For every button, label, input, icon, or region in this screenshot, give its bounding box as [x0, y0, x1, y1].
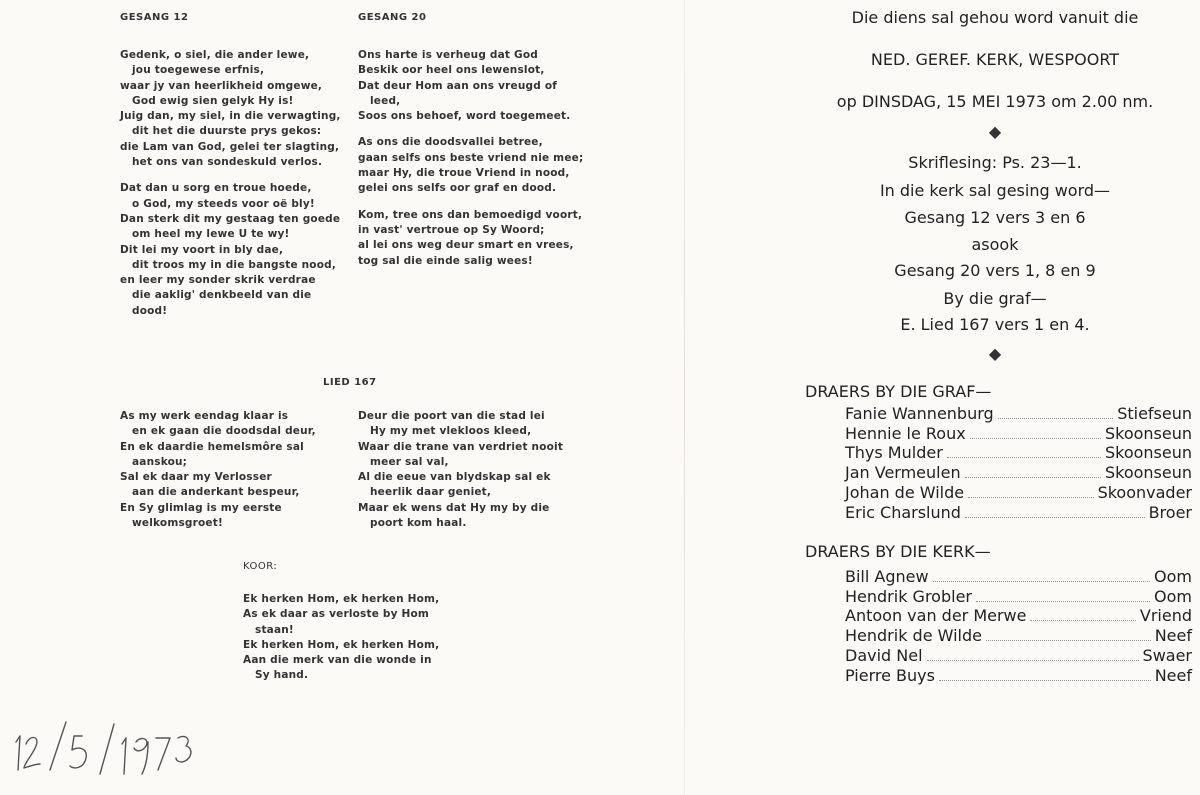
verse-line: En ek daardie hemelsmôre sal [120, 440, 304, 453]
verse-line: tog sal die einde salig wees! [358, 254, 533, 267]
verse-line: Sal ek daar my Verlosser [120, 471, 272, 484]
service-date: op DINSDAG, 15 MEI 1973 om 2.00 nm. [836, 92, 1154, 111]
bearer-name: Thys Mulder [845, 443, 943, 463]
leader-dots [927, 649, 1139, 661]
leader-dots [939, 669, 1151, 681]
verse-line: waar jy van heerlikheid omgewe, [120, 79, 323, 92]
verse-line: dood! [132, 304, 168, 317]
verse-line: al lei ons weg deur smart en vrees, [358, 239, 574, 252]
verse-line: As ek daar as verloste by Hom [243, 608, 430, 621]
bearers-grave-list [845, 404, 1192, 522]
verse-line: Ons harte is verheug dat God [358, 49, 538, 61]
bearer-relation: Skoonvader [1097, 482, 1192, 502]
gesang-12-text [120, 48, 341, 319]
bearer-name: David Nel [845, 645, 923, 665]
verse-spacer [120, 170, 341, 181]
diamond-ornament: ◆ [988, 344, 1002, 363]
bearer-name: Hennie le Roux [845, 423, 966, 443]
bearer-relation: Skoonseun [1104, 443, 1192, 463]
lied-167-right-text [358, 409, 563, 531]
verse-line: maar Hy, die troue Vriend in nood, [358, 167, 570, 180]
verse-line: Dat deur Hom aan ons vreugd of [358, 79, 558, 92]
bearer-relation: Skoonseun [1104, 423, 1192, 443]
leader-dots [998, 407, 1114, 419]
verse-line: God ewig sien gelyk Hy is! [132, 94, 294, 107]
verse-line: Ek herken Hom, ek herken Hom, [243, 593, 440, 605]
verse-line: As ons die doodsvallei betree, [358, 136, 543, 149]
leader-dots [933, 570, 1150, 582]
leader-dots [976, 590, 1150, 602]
leader-dots [965, 506, 1145, 518]
bearer-row [845, 646, 1192, 666]
bearer-row [845, 404, 1192, 424]
bearer-name: Jan Vermeulen [845, 463, 961, 483]
diamond-ornament: ◆ [988, 122, 1002, 141]
verse-line: As my werk eendag klaar is [120, 410, 289, 422]
bearer-name: Johan de Wilde [845, 482, 965, 502]
verse-line: Waar die trane van verdriet nooit [358, 440, 564, 453]
koor-text [243, 592, 439, 684]
bearer-name: Fanie Wannenburg [845, 404, 994, 423]
bearer-relation: Vriend [1139, 606, 1192, 626]
bearer-relation: Oom [1154, 586, 1192, 606]
lied-167-left-text [120, 409, 316, 531]
gesang-20-title: GESANG 20 [358, 12, 427, 23]
leader-dots [965, 466, 1101, 478]
verse-line: staan! [255, 623, 294, 636]
verse-line: Kom, tree ons dan bemoedigd voort, [358, 208, 583, 221]
bearer-relation: Swaer [1142, 645, 1192, 665]
verse-line: het ons van sondeskuld verlos. [132, 156, 323, 169]
bearer-name: Pierre Buys [845, 665, 935, 685]
leader-dots [986, 629, 1151, 641]
bearer-row [845, 567, 1192, 587]
bearer-relation: Broer [1148, 502, 1192, 522]
verse-line: En Sy glimlag is my eerste [120, 501, 282, 514]
verse-line: Beskik oor heel ons lewenslot, [358, 64, 545, 77]
leader-dots [968, 486, 1093, 498]
singing-intro: In die kerk sal gesing word— [879, 181, 1111, 200]
bearer-row [845, 606, 1192, 626]
verse-line: Juig dan, my siel, in die verwagting, [120, 110, 341, 123]
bearer-name: Hendrik de Wilde [845, 626, 982, 646]
church-name: NED. GEREF. KERK, WESPOORT [870, 50, 1120, 69]
bearer-row [845, 483, 1192, 503]
bearer-name: Antoon van der Merwe [845, 606, 1027, 626]
bearer-row [845, 587, 1192, 607]
verse-line: poort kom haal. [370, 517, 467, 530]
hymn-2: Gesang 20 vers 1, 8 en 9 [894, 261, 1096, 280]
verse-line: Gedenk, o siel, die ander lewe, [120, 49, 310, 61]
bearer-name: Eric Charslund [845, 502, 961, 522]
leader-dots [970, 427, 1101, 439]
bearer-name: Hendrik Grobler [845, 586, 972, 606]
bearer-relation: Oom [1154, 567, 1192, 586]
bearer-name: Bill Agnew [845, 567, 929, 586]
koor-title: KOOR: [243, 561, 278, 572]
gesang-20-text [358, 48, 583, 269]
verse-line: en ek gaan die doodsdal deur, [132, 425, 316, 438]
verse-spacer [358, 197, 583, 208]
bearer-row [845, 463, 1192, 483]
bearer-relation: Neef [1154, 665, 1192, 685]
leader-dots [1030, 609, 1135, 621]
verse-line: Dan sterk dit my gestaag ten goede [120, 212, 341, 225]
verse-line: Maar ek wens dat Hy my by die [358, 501, 550, 514]
grave-intro: By die graf— [943, 289, 1047, 308]
verse-line: Ek herken Hom, ek herken Hom, [243, 638, 440, 651]
bearer-relation: Neef [1154, 626, 1192, 646]
verse-line: die Lam van God, gelei ter slagting, [120, 140, 340, 153]
scripture-reading: Skriflesing: Ps. 23—1. [908, 153, 1082, 172]
asook-label: asook [971, 235, 1019, 254]
hymn-1: Gesang 12 vers 3 en 6 [904, 208, 1086, 227]
verse-line: Deur die poort van die stad lei [358, 410, 545, 422]
verse-line: Dit lei my voort in bly dae, [120, 243, 284, 256]
verse-line: Dat dan u sorg en troue hoede, [120, 182, 312, 195]
bearer-row [845, 424, 1192, 444]
bearers-church-list [845, 567, 1192, 685]
verse-line: o God, my steeds voor oë bly! [132, 197, 315, 210]
verse-line: heerlik daar geniet, [370, 486, 492, 499]
verse-line: aan die anderkant bespeur, [132, 486, 300, 499]
verse-line: meer sal val, [370, 455, 449, 468]
bearer-row [845, 666, 1192, 686]
bearer-row [845, 503, 1192, 523]
verse-line: dit troos my in die bangste nood, [132, 258, 337, 271]
service-intro: Die diens sal gehou word vanuit die [851, 8, 1139, 27]
verse-line: welkomsgroet! [132, 517, 223, 530]
verse-line: leed, [370, 94, 401, 107]
bearer-relation: Stiefseun [1117, 404, 1192, 423]
verse-line: die aaklig' denkbeeld van die [132, 289, 312, 302]
verse-line: Sy hand. [255, 669, 309, 682]
verse-line: om heel my lewe U te wy! [132, 228, 290, 241]
verse-line: gaan selfs ons beste vriend nie mee; [358, 151, 584, 164]
verse-line: Aan die merk van die wonde in [243, 654, 432, 667]
gesang-12-title: GESANG 12 [120, 12, 189, 23]
verse-line: Hy my met vlekloos kleed, [370, 425, 532, 438]
verse-line: en leer my sonder skrik verdrae [120, 274, 316, 287]
bearer-row [845, 626, 1192, 646]
verse-line: Soos ons behoef, word toegemeet. [358, 110, 571, 123]
verse-line: Al die eeue van blydskap sal ek [358, 471, 551, 484]
hymn-3: E. Lied 167 vers 1 en 4. [900, 315, 1090, 334]
handwritten-date [6, 712, 206, 782]
verse-spacer [358, 124, 583, 135]
verse-line: jou toegewese erfnis, [132, 64, 265, 77]
bearers-church-heading: DRAERS BY DIE KERK— [805, 542, 991, 561]
verse-line: gelei ons selfs oor graf en dood. [358, 182, 557, 195]
bearer-row [845, 443, 1192, 463]
leader-dots [947, 446, 1101, 458]
page-fold [684, 0, 685, 795]
bearer-relation: Skoonseun [1104, 463, 1192, 483]
verse-line: aanskou; [132, 455, 188, 468]
bearers-grave-heading: DRAERS BY DIE GRAF— [805, 382, 992, 401]
verse-line: in vast' vertroue op Sy Woord; [358, 223, 545, 236]
lied-167-title: LIED 167 [323, 377, 377, 388]
verse-line: dit het die duurste prys gekos: [132, 125, 322, 138]
